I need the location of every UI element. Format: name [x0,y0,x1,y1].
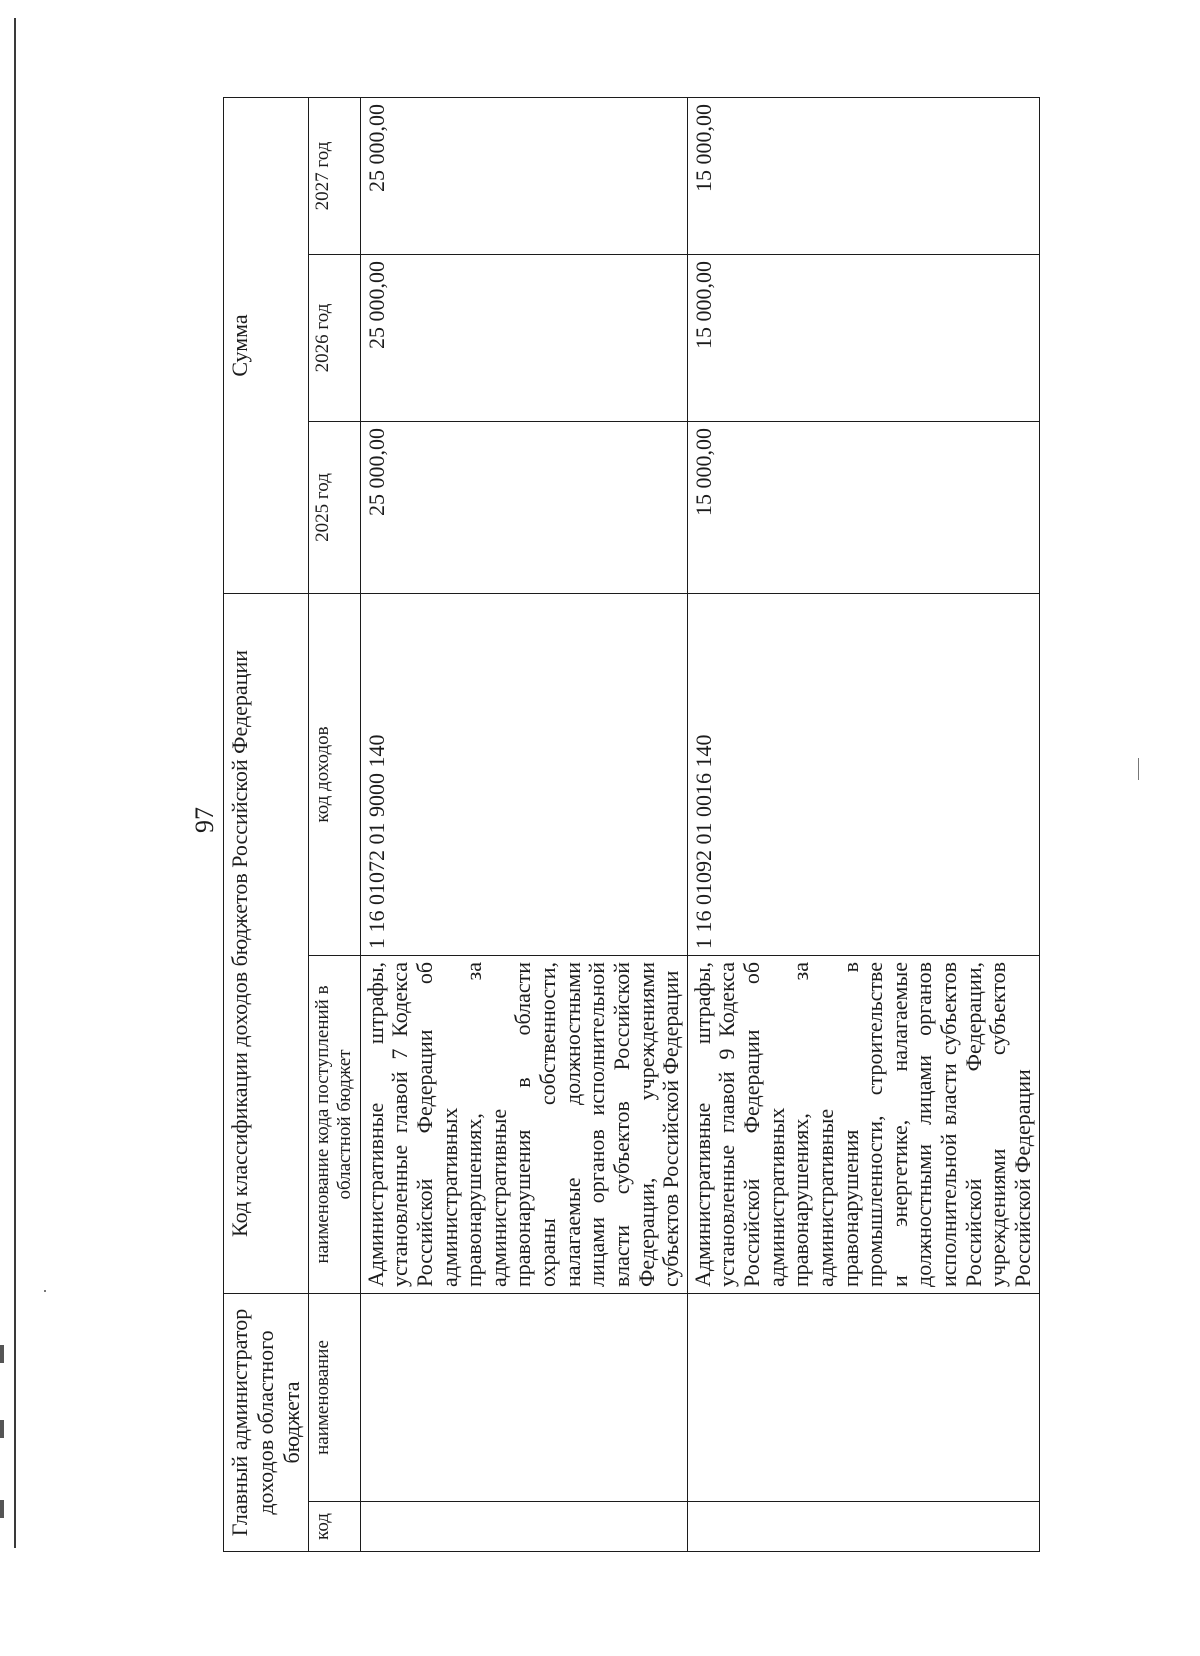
scan-speck [1138,758,1139,780]
admin-code-cell [360,1502,687,1552]
amount-2025-cell: 15 000,00 [687,421,1039,593]
table-row [360,97,687,1551]
income-name-cell: Административные штрафы, установленные главой 9 Кодекса Российской Федерации об административных правонарушениях, за административные правонарушения в промышленности, строительстве и энергетике, налагаемые должностными лицами органов исполнительной власти субъектов Российской Федерации, учреждениями субъектов Российской Федерации [687,955,1039,1293]
header-admin-code: код [308,1502,360,1552]
header-classification: Код классификации доходов бюджетов Российской Федерации [224,593,309,1293]
amount-2026-cell: 15 000,00 [687,254,1039,421]
header-sum: Сумма [224,97,309,593]
scan-speck [44,1290,46,1292]
amount-2027-cell: 25 000,00 [360,97,687,254]
amount-2026-cell: 25 000,00 [360,254,687,421]
income-name-cell: Административные штрафы, установленные главой 7 Кодекса Российской Федерации об административных правонарушениях, за административные правонарушения в области охраны собственности, налагаемые должностными лицами органов исполнительной власти субъектов Российской Федерации, учреждениями субъектов Российской Федерации [360,955,687,1293]
amount-2025-cell: 25 000,00 [360,421,687,593]
header-income-code: код доходов [308,593,360,955]
header-year-2026: 2026 год [308,254,360,421]
header-admin-name: наименование [308,1293,360,1501]
table-row [687,97,1039,1551]
amount-2027-cell: 15 000,00 [687,97,1039,254]
admin-code-cell [687,1502,1039,1552]
page-number: 97 [190,807,219,833]
income-code-cell: 1 16 01092 01 0016 140 [687,593,1039,955]
header-year-2025: 2025 год [308,421,360,593]
header-income-name: наименование кода поступлений в областной бюджет [308,955,360,1293]
header-admin: Главный администратор доходов областного бюджета [224,1293,309,1551]
header-row-2 [308,97,360,1551]
scan-mark [0,1420,4,1438]
rotated-sheet [223,98,1035,1552]
income-classification-table [223,97,1040,1552]
scan-mark [0,1500,4,1518]
scan-mark [0,1345,4,1363]
income-code-cell: 1 16 01072 01 9000 140 [360,593,687,955]
admin-name-cell [360,1293,687,1501]
admin-name-cell [687,1293,1039,1501]
header-row-1 [224,97,309,1551]
header-year-2027: 2027 год [308,97,360,254]
scan-edge-line [14,18,16,1548]
